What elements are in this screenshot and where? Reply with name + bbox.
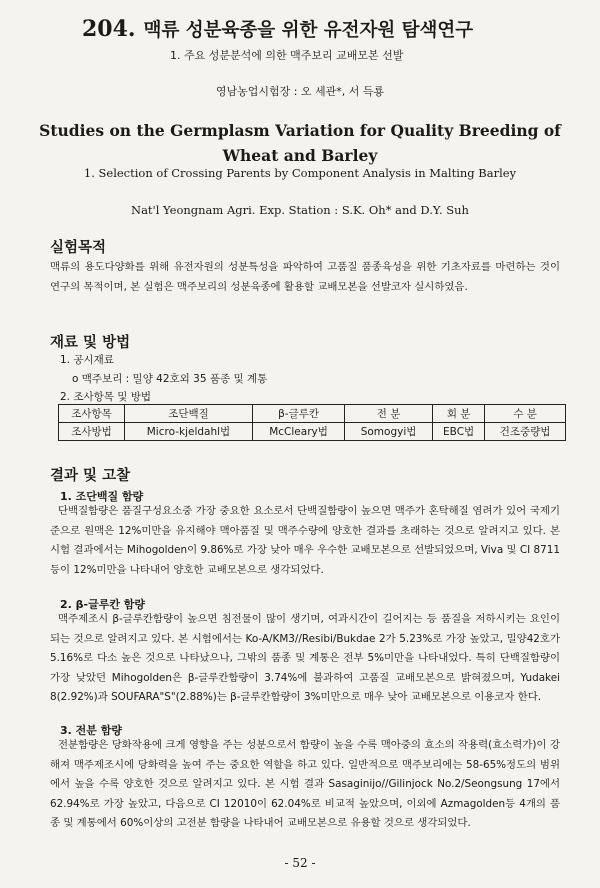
table-cell: 조사방법 — [59, 423, 125, 441]
table-cell: 조단백질 — [124, 405, 252, 423]
purpose-paragraph: 맥류의 용도다양화를 위해 유전자원의 성분특성을 파악하여 고품질 품종육성을 위한 기초자료를 마련하는 것이 연구의 목적이며, 본 실험은 맥주보리의 성분육종에 활용할 교배모본을 선발코자 실시하였음. — [50, 261, 560, 293]
results-sub-heading-glucan: 2. β-글루칸 함량 — [60, 598, 146, 611]
table-cell: β-글루칸 — [252, 405, 344, 423]
korean-title — [82, 16, 570, 42]
results-sub-heading-protein: 1. 조단백질 함량 — [60, 490, 144, 503]
table-row — [59, 423, 566, 441]
starch-paragraph: 전분함량은 당화작용에 크게 영향을 주는 성분으로서 함량이 높을 수록 맥아중의 효소의 작용력(효소력가)이 강해져 맥주제조시에 당화력을 높여 주는 중요한 역할을 하고 있다. 일반적으로 맥주보리에는 58-65%정도의 범위에서 높을 수록 양호한 것으로 알려지고 있다. 본 시험 결과 Sasaginijo//Gilinjock No.2/Seongsung 17에서 62.94%로 가장 높았고, 다음으로 CI 12010이 62.04%로 비교적 높았으며, 이외에 Azmagolden등 4개의 품종 및 계통에서 60%이상의 고전분 함량을 나타내어 교배모본으로 유용할 것으로 생각되었다. — [50, 739, 560, 830]
table-row — [59, 405, 566, 423]
section-heading-purpose: 실험목적 — [50, 240, 107, 256]
english-subtitle: 1. Selection of Crossing Parents by Component Analysis in Malting Barley — [83, 166, 517, 180]
table-cell: McCleary법 — [252, 423, 344, 441]
survey-table — [58, 404, 566, 441]
materials-item-2: 2. 조사항목 및 방법 — [60, 391, 152, 403]
section-heading-results: 결과 및 고찰 — [50, 468, 131, 484]
korean-affiliation: 영남농업시험장 : 오 세관*, 서 득룡 — [215, 85, 385, 98]
table-cell: 회 분 — [432, 405, 484, 423]
results-sub-heading-starch: 3. 전분 함량 — [60, 724, 122, 737]
table-cell: 건조중량법 — [485, 423, 566, 441]
english-title — [0, 118, 600, 168]
english-title-line2: Wheat and Barley — [222, 146, 378, 165]
paper-number: 204. — [82, 16, 136, 42]
protein-paragraph: 단백질함량은 품질구성요소중 가장 중요한 요소로서 단백질함량이 높으면 맥주가 혼탁해질 염려가 있어 국제기준으로 원맥은 12%미만을 유지해야 맥아품질 및 맥주수량에 양호한 결과를 초래하는 것으로 알려지고 있다. 본 시험 결과에서는 Mihogolden이 9.86%로 가장 낮아 매우 우수한 교배모본으로 선발되었으며, Viva 및 CI 8711등이 12%미만을 나타내어 양호한 교배모본으로 생각되었다. — [50, 505, 560, 576]
table-cell: 조사항목 — [59, 405, 125, 423]
table-cell: 전 분 — [345, 405, 433, 423]
english-title-line1: Studies on the Germplasm Variation for Quality Breeding of — [39, 121, 561, 140]
table-cell: Micro-kjeldahl법 — [124, 423, 252, 441]
glucan-paragraph: 맥주제조시 β-글루칸함량이 높으면 침전물이 많이 생기며, 여과시간이 길어지는 등 품질을 저하시키는 요인이 되는 것으로 알려지고 있다. 본 시험에서는 Ko-A/KM3//Resibi/Bukdae 2가 5.23%로 가장 높았고, 밀양42호가 5.16%로 다소 높은 것으로 나타났으나, 그밖의 품종 및 계통은 전부 5%미만을 나타내었다. 특히 단백질함량이 가장 낮았던 Mihogolden은 β-글루칸함량이 3.74%에 불과하여 고품질 교배모본으로 밝혀졌으며, Yudakei 8(2.92%)과 SOUFARA"S"(2.88%)는 β-글루칸함량이 3%미만으로 매우 낮아 교배모본으로 이용코자 한다. — [50, 613, 560, 704]
materials-item-1: 1. 공시재료 — [60, 354, 114, 366]
korean-title-text: 맥류 성분육종을 위한 유전자원 탐색연구 — [143, 20, 474, 41]
english-affiliation: Nat'l Yeongnam Agri. Exp. Station : S.K. Oh* and D.Y. Suh — [131, 203, 469, 217]
materials-item-1-detail: o 맥주보리 : 밀양 42호외 35 품종 및 계통 — [72, 373, 268, 385]
table-cell: EBC법 — [432, 423, 484, 441]
section-heading-materials: 재료 및 방법 — [50, 335, 131, 351]
page-number: - 52 - — [284, 856, 316, 870]
table-cell: 수 분 — [485, 405, 566, 423]
table-cell: Somogyi법 — [345, 423, 433, 441]
korean-subtitle: 1. 주요 성분분석에 의한 맥주보리 교배모본 선발 — [170, 49, 404, 62]
